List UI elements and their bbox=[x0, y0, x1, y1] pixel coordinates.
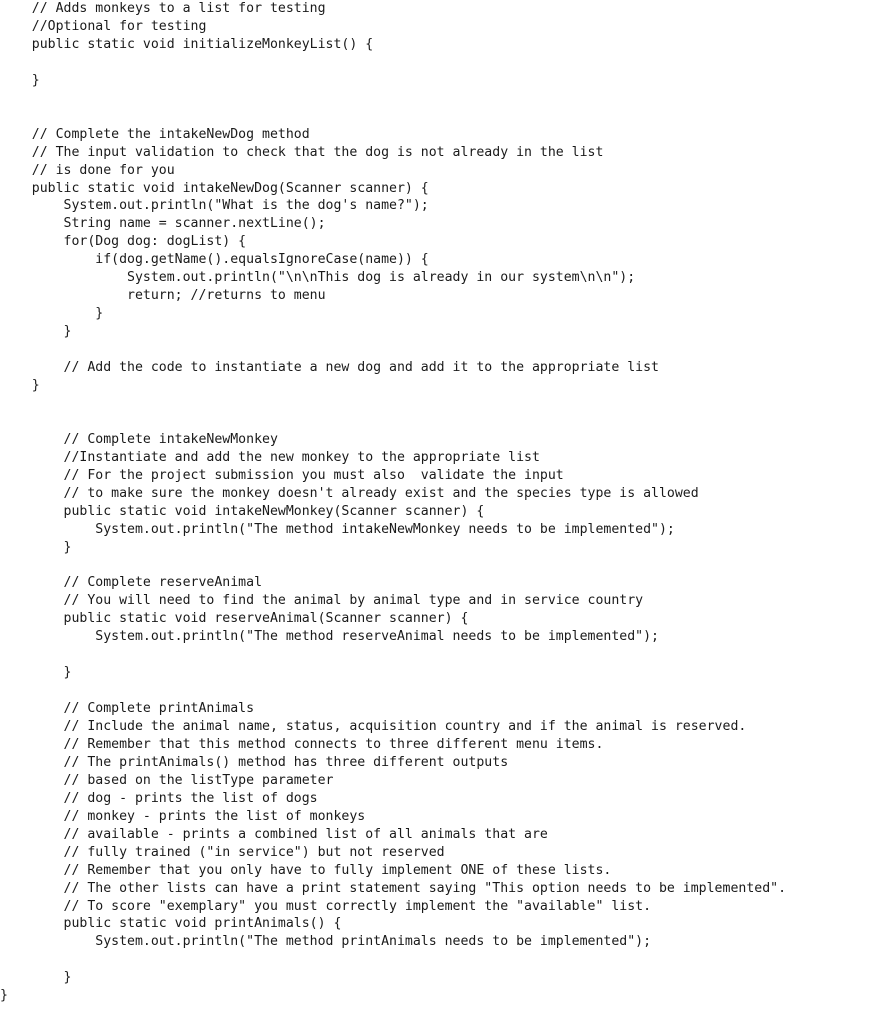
code-line: } bbox=[0, 72, 40, 88]
code-line: for(Dog dog: dogList) { bbox=[0, 234, 247, 250]
code-line: // based on the listType parameter bbox=[0, 772, 334, 788]
code-line: public static void intakeNewMonkey(Scanner scanner) { bbox=[0, 503, 485, 519]
code-line: // To score "exemplary" you must correctly implement the "available" list. bbox=[0, 898, 652, 914]
code-line: // fully trained ("in service") but not reserved bbox=[0, 844, 445, 860]
code-line: // For the project submission you must also validate the input bbox=[0, 467, 564, 483]
code-line: public static void reserveAnimal(Scanner scanner) { bbox=[0, 611, 469, 627]
code-line: // The input validation to check that the dog is not already in the list bbox=[0, 144, 604, 160]
code-line: // available - prints a combined list of all animals that are bbox=[0, 826, 548, 842]
code-line: System.out.println("The method intakeNewMonkey needs to be implemented"); bbox=[0, 521, 675, 537]
code-line: public static void intakeNewDog(Scanner scanner) { bbox=[0, 180, 429, 196]
code-line: String name = scanner.nextLine(); bbox=[0, 216, 326, 232]
code-line: public static void printAnimals() { bbox=[0, 916, 342, 932]
code-line: // Complete intakeNewMonkey bbox=[0, 431, 278, 447]
code-line: System.out.println("\n\nThis dog is already in our system\n\n"); bbox=[0, 270, 636, 286]
code-line: } bbox=[0, 539, 72, 555]
code-line: // Include the animal name, status, acquisition country and if the animal is reserved. bbox=[0, 719, 747, 734]
code-line: // is done for you bbox=[0, 162, 175, 178]
code-line: // The other lists can have a print statement saying "This option needs to be implemented". bbox=[0, 880, 787, 896]
code-line: // Remember that you only have to fully implement ONE of these lists. bbox=[0, 862, 612, 878]
code-line: System.out.println("The method printAnimals needs to be implemented"); bbox=[0, 934, 652, 950]
code-line: } bbox=[0, 324, 72, 340]
code-line: // Complete reserveAnimal bbox=[0, 575, 263, 591]
code-line: } bbox=[0, 377, 40, 393]
code-line: // You will need to find the animal by animal type and in service country bbox=[0, 593, 644, 609]
code-line: return; //returns to menu bbox=[0, 288, 326, 304]
code-line: } bbox=[0, 665, 72, 681]
code-line: // Add the code to instantiate a new dog and add it to the appropriate list bbox=[0, 360, 659, 375]
code-line: //Instantiate and add the new monkey to the appropriate list bbox=[0, 449, 540, 465]
code-line: //Optional for testing bbox=[0, 18, 207, 34]
code-line: // Adds monkeys to a list for testing bbox=[0, 1, 326, 16]
code-line: if(dog.getName().equalsIgnoreCase(name)) { bbox=[0, 252, 429, 268]
code-line: public static void initializeMonkeyList() { bbox=[0, 36, 374, 52]
code-line: // monkey - prints the list of monkeys bbox=[0, 808, 366, 824]
code-line: // Complete the intakeNewDog method bbox=[0, 126, 310, 142]
code-line: // The printAnimals() method has three different outputs bbox=[0, 754, 509, 770]
code-line: } bbox=[0, 306, 104, 322]
code-line: // Complete printAnimals bbox=[0, 701, 255, 717]
code-line: // Remember that this method connects to three different menu items. bbox=[0, 736, 604, 752]
code-line: } bbox=[0, 988, 8, 1004]
code-line: } bbox=[0, 970, 72, 986]
code-line: System.out.println("What is the dog's name?"); bbox=[0, 198, 429, 214]
code-line: System.out.println("The method reserveAnimal needs to be implemented"); bbox=[0, 629, 659, 645]
code-line: // dog - prints the list of dogs bbox=[0, 790, 318, 806]
code-line: // to make sure the monkey doesn't already exist and the species type is allowed bbox=[0, 485, 699, 501]
